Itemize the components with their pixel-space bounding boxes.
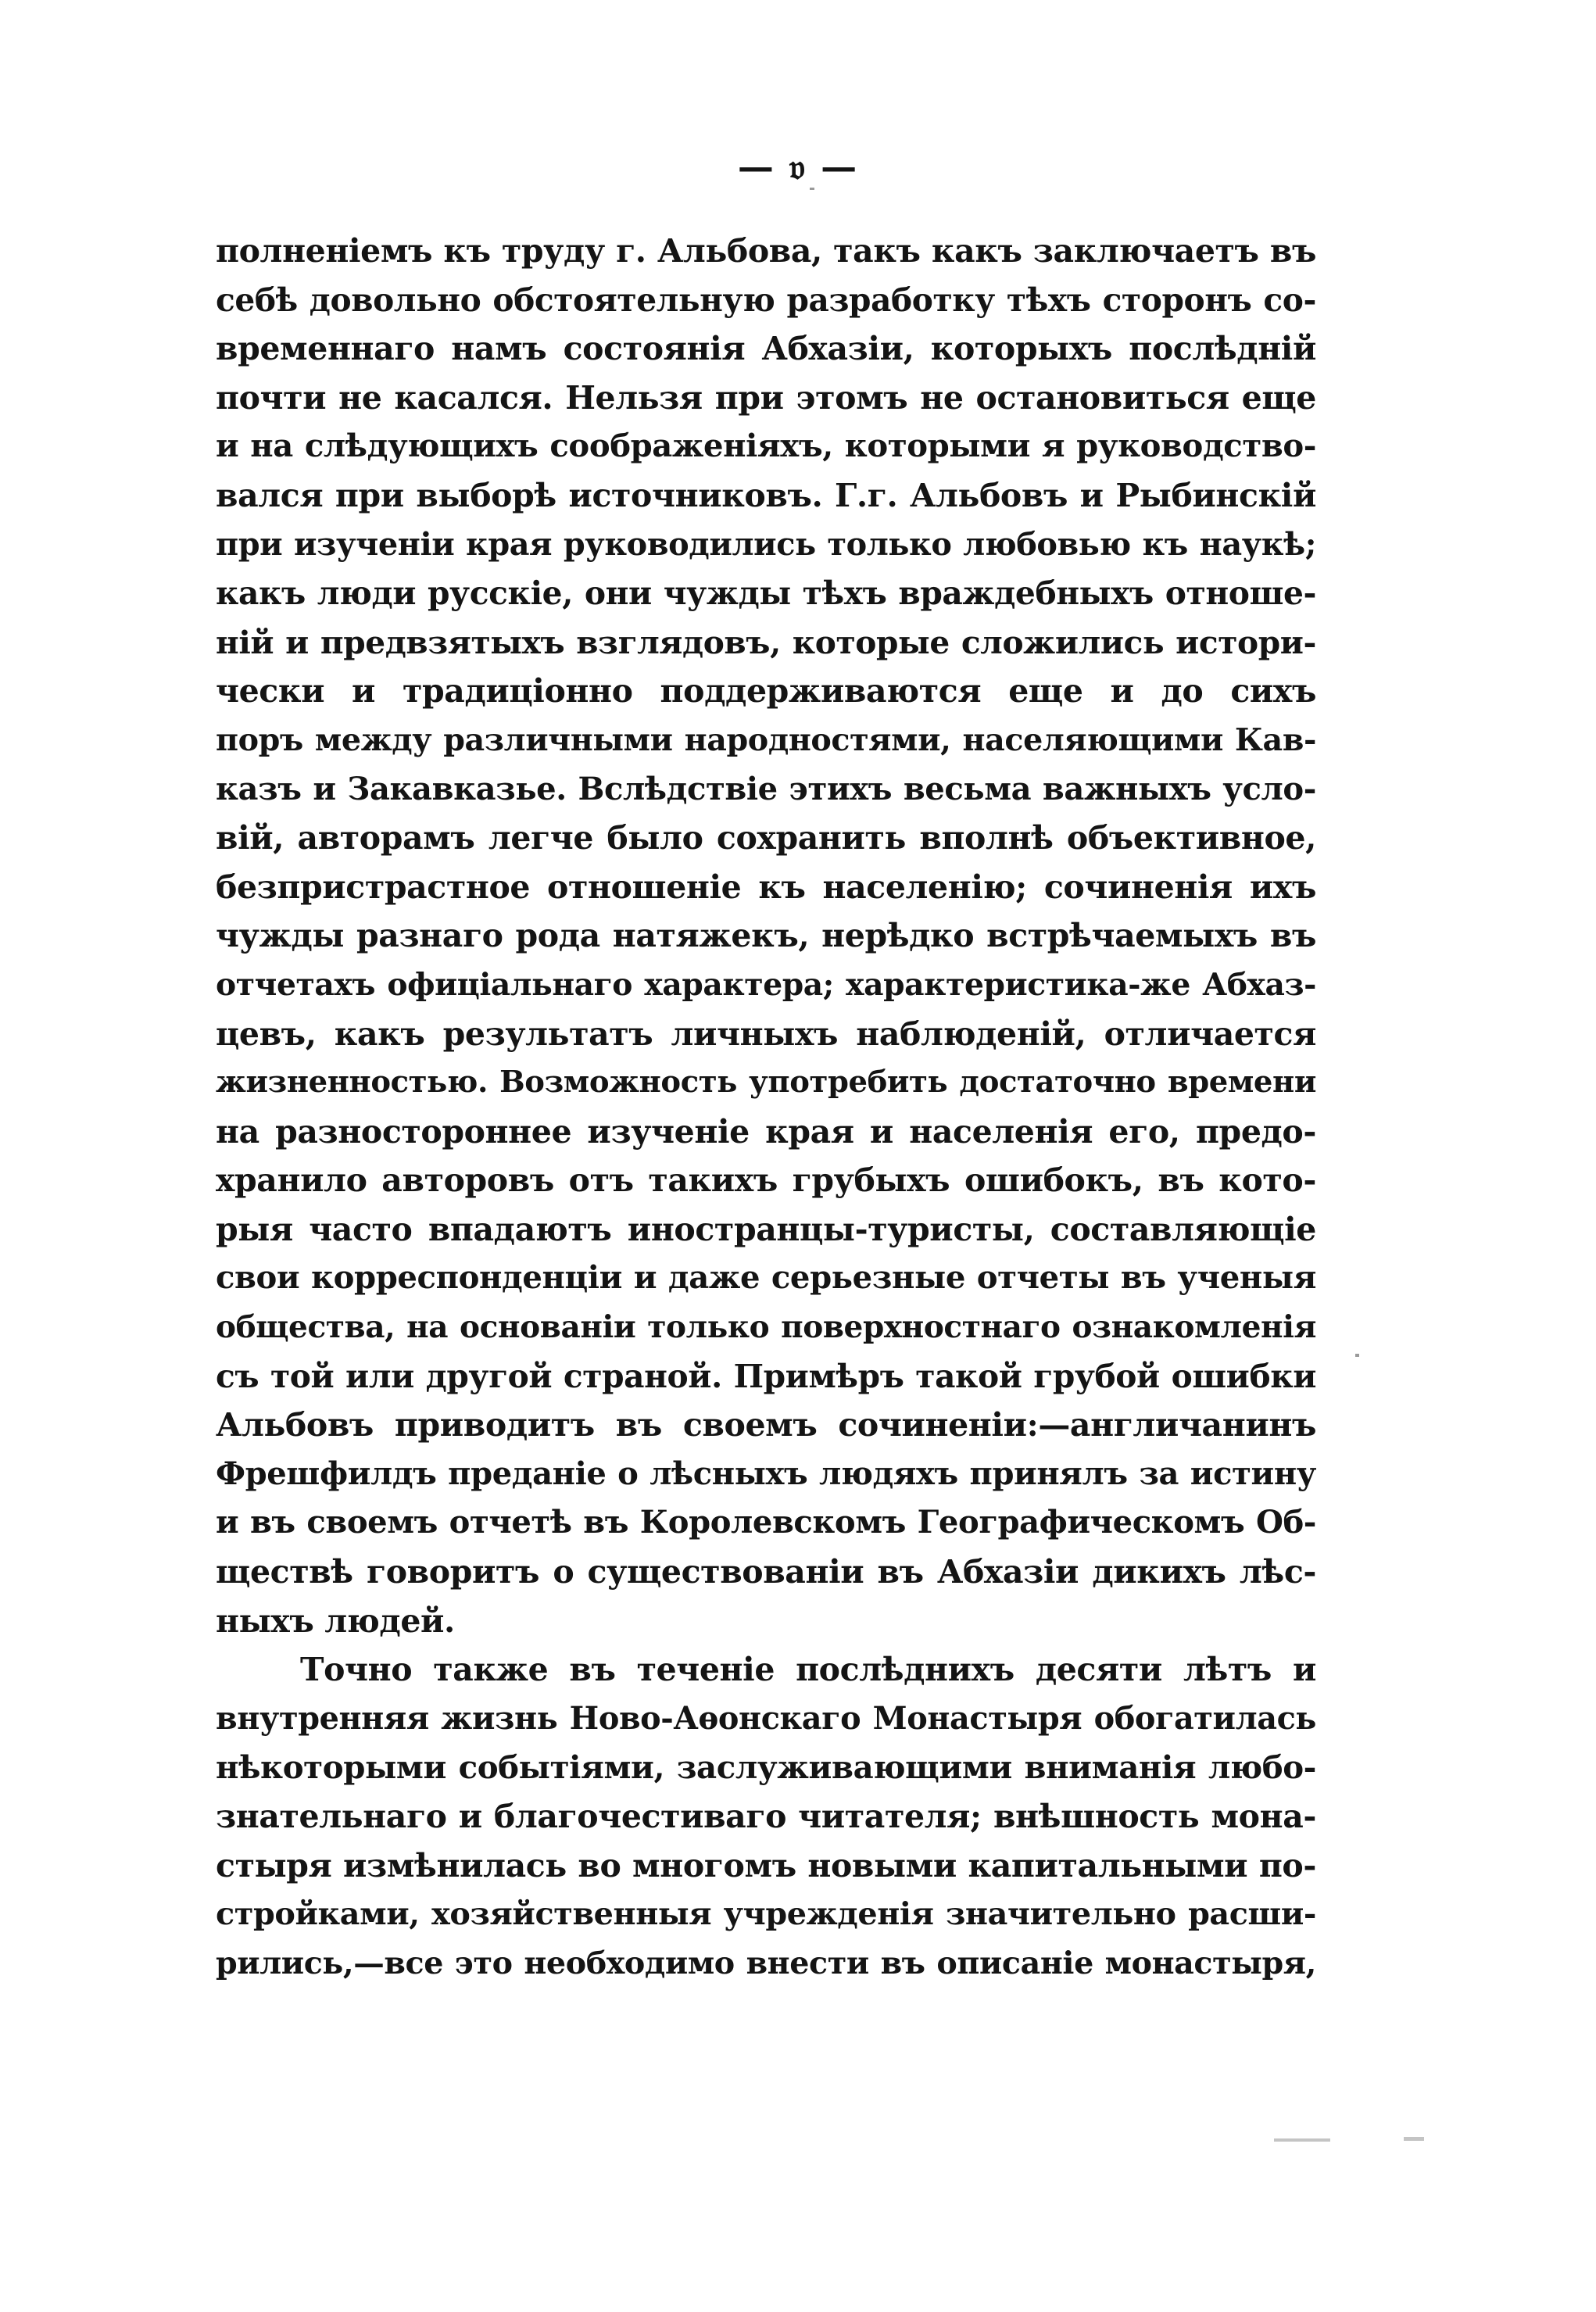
text-line: свои корреспонденціи и даже серьезные отчеты въ ученыя [216, 1259, 1316, 1297]
scan-speck [810, 188, 814, 190]
text-line: общества, на основаніи только поверхностнаго ознакомленія [216, 1309, 1316, 1346]
text-line: Точно также въ теченіе послѣднихъ десяти лѣтъ и [300, 1651, 1316, 1689]
text-line: поръ между различными народностями, населяющими Кав- [216, 721, 1316, 758]
text-line: временнаго намъ состоянія Абхазіи, которыхъ послѣдній [216, 330, 1316, 368]
text-line: ныхъ людей. [216, 1602, 455, 1640]
text-line: знательнаго и благочестиваго читателя; внѣшность мона- [216, 1798, 1316, 1835]
text-line: стройками, хозяйственныя учрежденія значительно расши- [216, 1896, 1316, 1933]
text-line: нѣкоторыми событіями, заслуживающими вниманія любо- [216, 1748, 1316, 1787]
text-line: чески и традиціонно поддерживаются еще и до сихъ [216, 672, 1316, 710]
scan-speck [1274, 2138, 1330, 2142]
scan-speck [1404, 2137, 1424, 2141]
text-line: при изученіи края руководились только любовью къ наукѣ; [216, 526, 1316, 563]
text-line: ществѣ говоритъ о существованіи въ Абхазіи дикихъ лѣс- [216, 1553, 1316, 1591]
text-line: какъ люди русскіе, они чужды тѣхъ враждебныхъ отноше- [216, 574, 1316, 613]
text-line: ній и предвзятыхъ взглядовъ, которые сложились истори- [216, 623, 1316, 661]
text-line: жизненностью. Возможность употребить достаточно времени [216, 1065, 1316, 1101]
text-line: внутренняя жизнь Ново-Аѳонскаго Монастыря обогатилась [216, 1700, 1316, 1737]
text-line: хранило авторовъ отъ такихъ грубыхъ ошибокъ, въ кото- [216, 1161, 1316, 1200]
page-number: — 𝔳 — [737, 145, 859, 188]
paragraph-1 [216, 227, 1316, 1645]
text-line: Альбовъ приводитъ въ своемъ сочиненіи:—англичанинъ [216, 1406, 1316, 1444]
text-line: и на слѣдующихъ соображеніяхъ, которыми я руководство- [216, 428, 1316, 465]
text-line: и въ своемъ отчетѣ въ Королевскомъ Географическомъ Об- [216, 1504, 1316, 1541]
text-line: безпристрастное отношеніе къ населенію; сочиненія ихъ [216, 868, 1316, 906]
text-line: казъ и Закавказье. Вслѣдствіе этихъ весьма важныхъ усло- [216, 770, 1316, 807]
text-line: Фрешфилдъ преданіе о лѣсныхъ людяхъ принялъ за истину [216, 1455, 1316, 1492]
text-line: вался при выборѣ источниковъ. Г.г. Альбовъ и Рыбинскій [216, 476, 1316, 514]
text-line: съ той или другой страной. Примѣръ такой грубой ошибки [216, 1357, 1316, 1395]
text-line: чужды разнаго рода натяжекъ, нерѣдко встрѣчаемыхъ въ [216, 917, 1316, 955]
text-line: на разностороннее изученіе края и населенія его, предо- [216, 1112, 1316, 1151]
text-line: полненіемъ къ труду г. Альбова, такъ какъ заключаетъ въ [216, 232, 1316, 270]
text-line: вій, авторамъ легче было сохранить вполнѣ объективное, [216, 819, 1316, 857]
text-line: почти не касался. Нельзя при этомъ не остановиться еще [216, 378, 1316, 417]
text-line: рились,—все это необходимо внести въ описаніе монастыря, [216, 1945, 1316, 1981]
paragraph-2 [216, 1645, 1316, 1988]
text-line: стыря измѣнилась во многомъ новыми капитальными по- [216, 1846, 1316, 1884]
text-line: себѣ довольно обстоятельную разработку тѣхъ сторонъ со- [216, 281, 1316, 319]
text-line: цевъ, какъ результатъ личныхъ наблюденій, отличается [216, 1015, 1316, 1053]
text-line: отчетахъ офиціальнаго характера; характеристика-же Абхаз- [216, 966, 1316, 1003]
scan-speck [1355, 1354, 1359, 1357]
text-line: рыя часто впадаютъ иностранцы-туристы, составляющіе [216, 1210, 1316, 1248]
body-text [216, 227, 1316, 1988]
